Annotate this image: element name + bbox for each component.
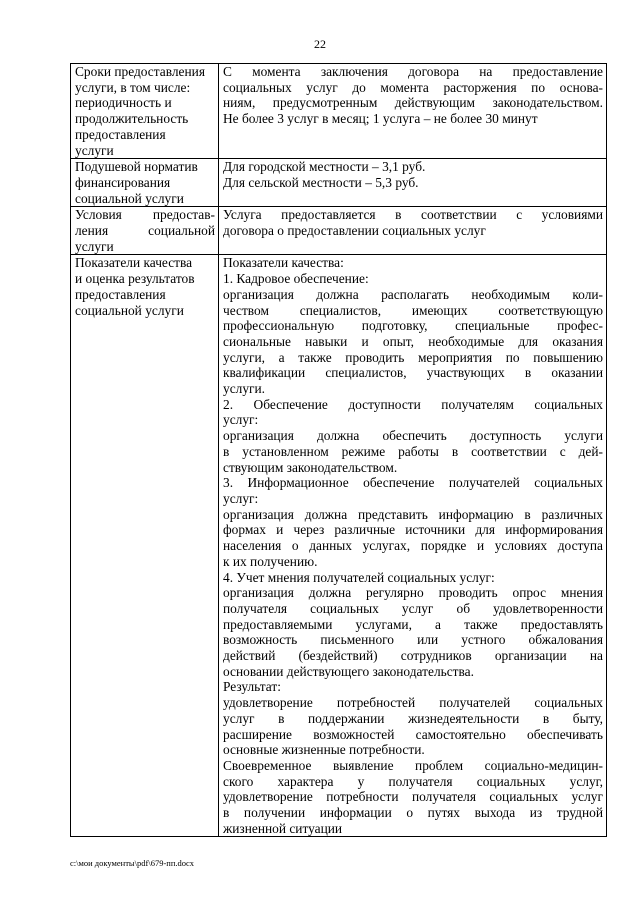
value-line: С момента заключения договора на предоставление [223,64,603,79]
value-line: квалификации специалистов, участвующих в оказании [223,365,603,381]
value-line: сиональные навыки и опыт, необходимые для оказания [223,333,603,349]
label-line: Показатели качества [75,255,193,271]
table-row [71,64,607,159]
value-line: Для сельской местности – 5,3 руб. [223,174,419,190]
row-value-cell [219,159,607,207]
value-line: в установленном режиме работы в соответствии с дей- [223,443,603,459]
value-line: 1. Кадровое обеспечение: [223,271,369,287]
row-label-cell [71,159,219,207]
value-line: Показатели качества: [223,255,344,271]
page-number: 22 [314,37,326,51]
value-line: Не более 3 услуг в месяц; 1 услуга – не более 30 минут [223,111,538,127]
value-line: удовлетворение потребностей получателей социальных [223,695,603,711]
value-line: услуг: [223,412,259,428]
value-line: услуг в поддержании жизнедеятельности в быту, [223,710,603,726]
value-line: в получении информации о путях выхода из трудной [223,805,603,821]
row-value-cell [219,207,607,255]
value-line: расширение возможностей самостоятельно обеспечивать [223,726,603,742]
value-line: основании действующего законодательства. [223,663,474,679]
value-line: организация должна регулярно проводить опрос мнения [223,585,603,601]
row-label-cell [71,207,219,255]
label-line: периодичность и [75,95,172,111]
value-line: получателя социальных услуг об удовлетворенности [223,600,603,616]
value-line: формах и через различные источники для информирования [223,522,603,538]
table-row [71,159,607,207]
label-line: услуги [75,142,114,158]
value-line: основные жизненные потребности. [223,742,425,758]
service-standard-table [70,63,607,837]
value-line: услуги, а также проводить мероприятия по повышению [223,349,603,365]
label-line: услуги [75,238,114,254]
value-line: предоставляемыми услугами, а также предоставлять [223,616,603,632]
value-line: социальных услуг до момента расторжения по основа- [223,79,603,95]
label-line: социальной услуги [75,302,184,318]
value-line: услуги. [223,381,266,397]
value-line: услуг: [223,490,259,506]
value-line: Результат: [223,679,281,695]
value-line: Своевременное выявление проблем социально-медицин- [223,757,603,773]
row-value-cell [219,255,607,837]
table-row [71,207,607,255]
value-line: организация должна обеспечить доступность услуги [223,428,603,444]
label-line: предоставления [75,126,166,142]
value-line: населения о данных услугах, порядке и условиях доступа [223,538,603,554]
label-line: и оценка результатов [75,271,195,287]
value-line: возможность письменного или устного обжалования [223,632,603,648]
value-line: профессиональную подготовку, специальные профес- [223,318,603,334]
label-line: ления социальной [75,223,215,239]
value-line: удовлетворение потребности получателя социальных услуг [223,789,603,805]
label-line: услуги, в том числе: [75,79,191,95]
footer-file-path: c:\мои документы\pdf\679-пп.docx [70,858,195,868]
value-line: 4. Учет мнения получателей социальных услуг: [223,569,495,585]
value-line: ствующим законодательством. [223,459,398,475]
label-line: социальной услуги [75,190,184,206]
value-line: жизненной ситуации [223,820,343,836]
value-line: 3. Информационное обеспечение получателей социальных [223,475,603,491]
row-label-cell [71,64,219,159]
label-line: предоставления [75,286,166,302]
label-line: продолжительность [75,111,189,127]
value-line: к их получению. [223,553,318,569]
label-line: Условия предостав- [75,207,215,223]
value-line: ского характера у получателя социальных услуг, [223,773,603,789]
value-line: действий (бездействий) сотрудников организации на [223,648,603,664]
label-line: Сроки предоставления [75,64,205,79]
value-line: Для городской местности – 3,1 руб. [223,159,426,175]
value-line: организация должна представить информацию в различных [223,506,603,522]
value-line: организация должна располагать необходимым коли- [223,286,603,302]
value-line: договора о предоставлении социальных услуг [223,223,486,239]
value-line: чеством специалистов, имеющих соответствующую [223,302,603,318]
label-line: финансирования [75,174,171,190]
value-line: ниям, предусмотренным действующим законодательством. [223,95,603,111]
value-line: 2. Обеспечение доступности получателям социальных [223,396,603,412]
label-line: Подушевой норматив [75,159,198,175]
row-value-cell [219,64,607,159]
row-label-cell [71,255,219,837]
value-line: Услуга предоставляется в соответствии с условиями [223,207,603,223]
table-row [71,255,607,837]
